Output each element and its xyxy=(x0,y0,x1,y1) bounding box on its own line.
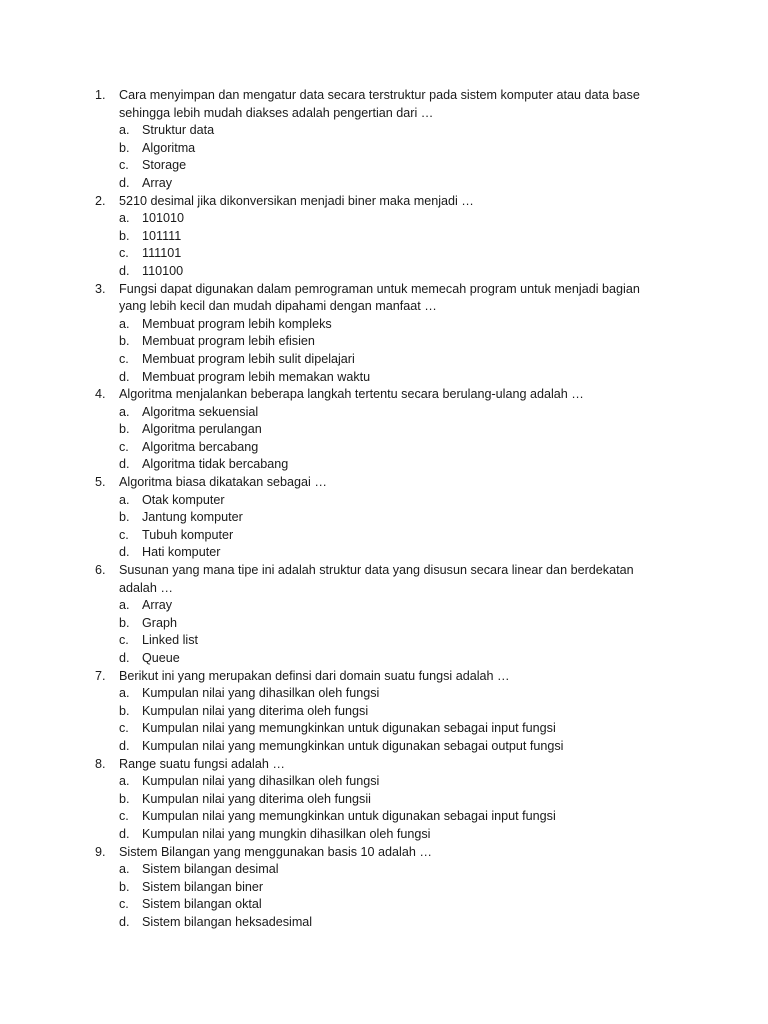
option-3d xyxy=(95,369,670,387)
question-number: 5. xyxy=(95,475,106,490)
option-text: Membuat program lebih kompleks xyxy=(142,316,332,331)
option-6c xyxy=(95,632,670,650)
option-label: c. xyxy=(119,809,129,824)
question-6 xyxy=(95,562,670,597)
option-label: a. xyxy=(119,316,130,331)
option-text: Array xyxy=(142,175,173,190)
option-label: b. xyxy=(119,703,130,718)
question-number: 3. xyxy=(95,281,106,296)
question-text: Cara menyimpan dan mengatur data secara terstruktur pada sistem komputer atau data base sehingga lebih mudah diakses adalah pengertian dari … xyxy=(119,88,640,120)
option-8b xyxy=(95,791,670,809)
option-text: Kumpulan nilai yang dihasilkan oleh fungsi xyxy=(142,774,380,789)
option-7a xyxy=(95,685,670,703)
question-text: Range suatu fungsi adalah … xyxy=(119,756,285,771)
option-2a xyxy=(95,210,670,228)
option-text: 101111 xyxy=(142,228,182,243)
option-text: Membuat program lebih memakan waktu xyxy=(142,369,371,384)
option-6a xyxy=(95,597,670,615)
question-number: 9. xyxy=(95,844,106,859)
question-number: 4. xyxy=(95,387,106,402)
question-text: Algoritma menjalankan beberapa langkah tertentu secara berulang-ulang adalah … xyxy=(119,387,584,402)
option-text: Membuat program lebih sulit dipelajari xyxy=(142,351,355,366)
option-text: Kumpulan nilai yang memungkinkan untuk digunakan sebagai input fungsi xyxy=(142,809,556,824)
option-label: d. xyxy=(119,826,130,841)
option-label: d. xyxy=(119,738,130,753)
question-2 xyxy=(95,193,670,211)
option-label: b. xyxy=(119,140,130,155)
option-text: Algoritma xyxy=(142,140,196,155)
option-label: b. xyxy=(119,228,130,243)
option-label: d. xyxy=(119,263,130,278)
option-4d xyxy=(95,456,670,474)
option-label: b. xyxy=(119,334,130,349)
option-text: 110100 xyxy=(142,263,184,278)
option-text: Graph xyxy=(142,615,178,630)
option-label: c. xyxy=(119,721,129,736)
question-9 xyxy=(95,844,670,862)
option-label: a. xyxy=(119,862,130,877)
option-text: Kumpulan nilai yang diterima oleh fungsi xyxy=(142,703,369,718)
question-1 xyxy=(95,87,670,122)
option-2d xyxy=(95,263,670,281)
option-label: a. xyxy=(119,123,130,138)
option-text: Sistem bilangan oktal xyxy=(142,897,262,912)
option-4b xyxy=(95,421,670,439)
option-4a xyxy=(95,404,670,422)
option-1d xyxy=(95,175,670,193)
option-label: c. xyxy=(119,246,129,261)
question-number: 8. xyxy=(95,756,106,771)
option-text: 101010 xyxy=(142,211,185,226)
option-text: Kumpulan nilai yang diterima oleh fungsii xyxy=(142,791,371,806)
question-text: Berikut ini yang merupakan definsi dari domain suatu fungsi adalah … xyxy=(119,668,510,683)
question-number: 2. xyxy=(95,193,106,208)
option-text: Kumpulan nilai yang memungkinkan untuk digunakan sebagai output fungsi xyxy=(142,738,564,753)
option-5a xyxy=(95,492,670,510)
question-7 xyxy=(95,668,670,686)
option-text: Queue xyxy=(142,651,180,665)
option-label: b. xyxy=(119,422,130,437)
question-8 xyxy=(95,756,670,774)
option-label: a. xyxy=(119,492,130,507)
option-text: Kumpulan nilai yang mungkin dihasilkan oleh fungsi xyxy=(142,826,431,841)
question-4 xyxy=(95,386,670,404)
option-text: Algoritma bercabang xyxy=(142,439,259,454)
option-9d xyxy=(95,914,670,932)
option-4c xyxy=(95,439,670,457)
option-label: c. xyxy=(119,633,129,648)
option-label: c. xyxy=(119,158,129,173)
option-text: Sistem bilangan heksadesimal xyxy=(142,914,313,929)
option-8d xyxy=(95,826,670,844)
option-8c xyxy=(95,808,670,826)
option-label: b. xyxy=(119,791,130,806)
option-text: Algoritma perulangan xyxy=(142,422,262,437)
option-3a xyxy=(95,316,670,334)
option-text: Kumpulan nilai yang dihasilkan oleh fungsi xyxy=(142,686,380,701)
option-7d xyxy=(95,738,670,756)
option-5b xyxy=(95,509,670,527)
option-label: d. xyxy=(119,457,130,472)
option-text: Kumpulan nilai yang memungkinkan untuk digunakan sebagai input fungsi xyxy=(142,721,556,736)
option-label: a. xyxy=(119,598,130,613)
question-number: 6. xyxy=(95,563,106,578)
option-label: c. xyxy=(119,351,129,366)
option-label: a. xyxy=(119,211,130,226)
option-3c xyxy=(95,351,670,369)
option-text: Sistem bilangan desimal xyxy=(142,862,279,877)
option-label: b. xyxy=(119,615,130,630)
option-label: d. xyxy=(119,369,130,384)
option-7c xyxy=(95,720,670,738)
question-number: 7. xyxy=(95,668,106,683)
option-text: Linked list xyxy=(142,633,199,648)
question-text: Fungsi dapat digunakan dalam pemrograman untuk memecah program untuk menjadi bagian yang lebih kecil dan mudah dipahami dengan manfaat … xyxy=(119,281,640,314)
option-6d xyxy=(95,650,670,668)
option-text: Membuat program lebih efisien xyxy=(142,334,315,349)
question-text: Sistem Bilangan yang menggunakan basis 10 adalah … xyxy=(119,844,432,859)
option-label: a. xyxy=(119,774,130,789)
option-2b xyxy=(95,228,670,246)
option-label: b. xyxy=(119,879,130,894)
option-label: a. xyxy=(119,404,130,419)
question-text: Susunan yang mana tipe ini adalah struktur data yang disusun secara linear dan berdekatan adalah … xyxy=(119,563,634,595)
question-5 xyxy=(95,474,670,492)
option-label: d. xyxy=(119,175,130,190)
option-text: Algoritma sekuensial xyxy=(142,404,259,419)
question-text: 5210 desimal jika dikonversikan menjadi biner maka menjadi … xyxy=(119,193,474,208)
question-3 xyxy=(95,281,670,316)
option-6b xyxy=(95,615,670,633)
option-9b xyxy=(95,879,670,897)
option-text: Hati komputer xyxy=(142,545,221,560)
option-label: a. xyxy=(119,686,130,701)
option-label: d. xyxy=(119,914,130,929)
option-text: Sistem bilangan biner xyxy=(142,879,264,894)
option-8a xyxy=(95,773,670,791)
option-5c xyxy=(95,527,670,545)
option-text: Otak komputer xyxy=(142,492,225,507)
option-9c xyxy=(95,896,670,914)
option-5d xyxy=(95,544,670,562)
option-1a xyxy=(95,122,670,140)
option-label: d. xyxy=(119,545,130,560)
option-text: Tubuh komputer xyxy=(142,527,234,542)
option-text: Array xyxy=(142,598,173,613)
option-2c xyxy=(95,245,670,263)
option-label: c. xyxy=(119,527,129,542)
option-text: 111101 xyxy=(142,246,182,261)
option-9a xyxy=(95,861,670,879)
option-7b xyxy=(95,703,670,721)
option-label: b. xyxy=(119,510,130,525)
option-1c xyxy=(95,157,670,175)
question-text: Algoritma biasa dikatakan sebagai … xyxy=(119,475,327,490)
option-text: Struktur data xyxy=(142,123,215,138)
option-text: Storage xyxy=(142,158,187,173)
question-number: 1. xyxy=(95,88,106,102)
option-text: Jantung komputer xyxy=(142,510,243,525)
option-label: d. xyxy=(119,651,130,665)
option-3b xyxy=(95,333,670,351)
question-list xyxy=(95,87,670,932)
option-label: c. xyxy=(119,439,129,454)
option-text: Algoritma tidak bercabang xyxy=(142,457,289,472)
option-1b xyxy=(95,140,670,158)
option-label: c. xyxy=(119,897,129,912)
